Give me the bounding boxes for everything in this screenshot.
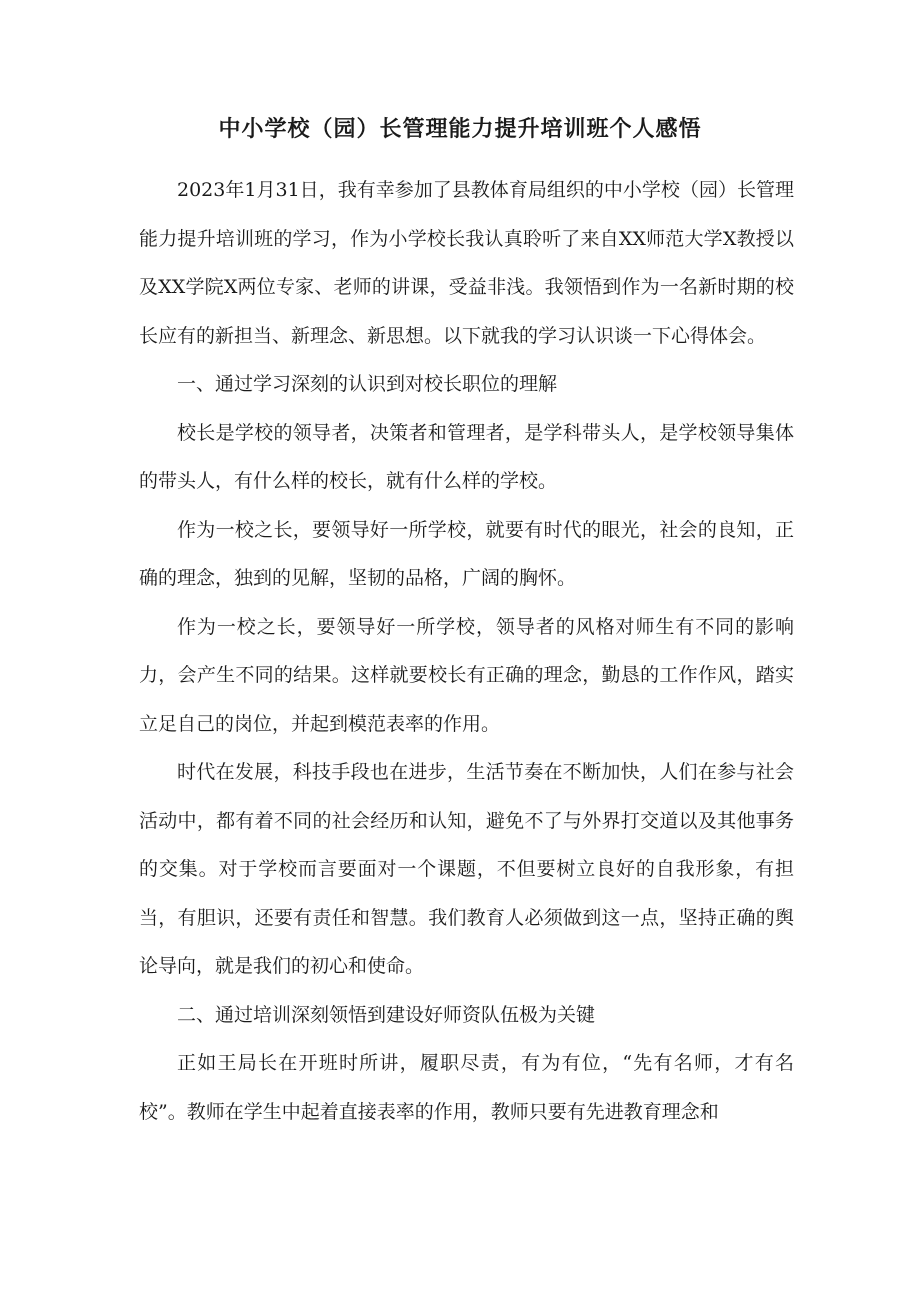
body-paragraph: 作为一校之长，要领导好一所学校，就要有时代的眼光，社会的良知，正确的理念，独到的见解，坚韧的品格，广阔的胸怀。 — [139, 518, 794, 589]
body-paragraph: 作为一校之长，要领导好一所学校，领导者的风格对师生有不同的影响力，会产生不同的结果。这样就要校长有正确的理念，勤恳的工作作风，踏实立足自己的岗位，并起到模范表率的作用。 — [139, 615, 794, 735]
body-paragraph: 时代在发展，科技手段也在进步，生活节奏在不断加快，人们在参与社会活动中，都有着不同的社会经历和认知，避免不了与外界打交道以及其他事务的交集。对于学校而言要面对一个课题，不但要树立良好的自我形象，有担当，有胆识，还要有责任和智慧。我们教育人必须做到这一点，坚持正确的舆论导向，就是我们的初心和使命。 — [139, 761, 794, 977]
document-body — [139, 166, 794, 1136]
section-heading-2: 二、通过培训深刻领悟到建设好师资队伍极为关键 — [177, 1003, 596, 1026]
document-title: 中小学校（园）长管理能力提升培训班个人感悟 — [218, 117, 702, 142]
body-paragraph: 正如王局长在开班时所讲，履职尽责，有为有位，“先有名师，才有名校”。教师在学生中起着直接表率的作用，教师只要有先进教育理念和 — [139, 1052, 794, 1123]
intro-paragraph: 2023年1月31日，我有幸参加了县教体育局组织的中小学校（园）长管理能力提升培训班的学习，作为小学校长我认真聆听了来自XX师范大学X教授以及XX学院X两位专家、老师的讲课，受益非浅。我领悟到作为一名新时期的校长应有的新担当、新理念、新思想。以下就我的学习认识谈一下心得体会。 — [139, 179, 794, 347]
section-heading-1: 一、通过学习深刻的认识到对校长职位的理解 — [177, 373, 558, 395]
body-paragraph: 校长是学校的领导者，决策者和管理者，是学科带头人，是学校领导集体的带头人，有什么样的校长，就有什么样的学校。 — [139, 421, 794, 492]
